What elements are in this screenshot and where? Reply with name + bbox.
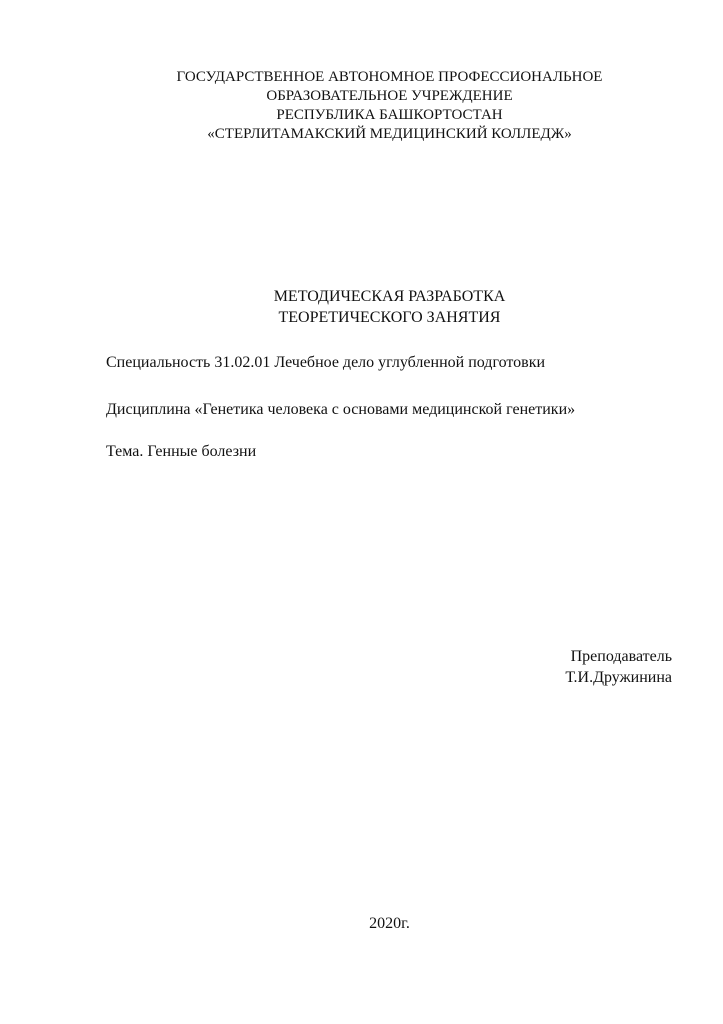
- year-footer: [0, 914, 723, 934]
- topic-line: Тема. Генные болезни: [106, 443, 257, 460]
- header-line-3: РЕСПУБЛИКА БАШКОРТОСТАН: [276, 107, 503, 123]
- author-role: Преподаватель: [570, 648, 672, 665]
- header-line-1: ГОСУДАРСТВЕННОЕ АВТОНОМНОЕ ПРОФЕССИОНАЛЬНОЕ: [176, 69, 603, 85]
- header-line-2: ОБРАЗОВАТЕЛЬНОЕ УЧРЕЖДЕНИЕ: [266, 88, 513, 104]
- year-text: 2020г.: [369, 915, 410, 932]
- author-block: [565, 646, 672, 688]
- specialty-line: Специальность 31.02.01 Лечебное дело углубленной подготовки: [106, 354, 546, 371]
- institution-header: [0, 68, 723, 144]
- document-title: [0, 286, 723, 328]
- header-line-4: «СТЕРЛИТАМАКСКИЙ МЕДИЦИНСКИЙ КОЛЛЕДЖ»: [207, 126, 572, 142]
- title-line-2: ТЕОРЕТИЧЕСКОГО ЗАНЯТИЯ: [278, 309, 501, 326]
- discipline-line: Дисциплина «Генетика человека с основами медицинской генетики»: [106, 401, 576, 418]
- author-name: Т.И.Дружинина: [565, 669, 672, 686]
- title-line-1: МЕТОДИЧЕСКАЯ РАЗРАБОТКА: [273, 288, 506, 305]
